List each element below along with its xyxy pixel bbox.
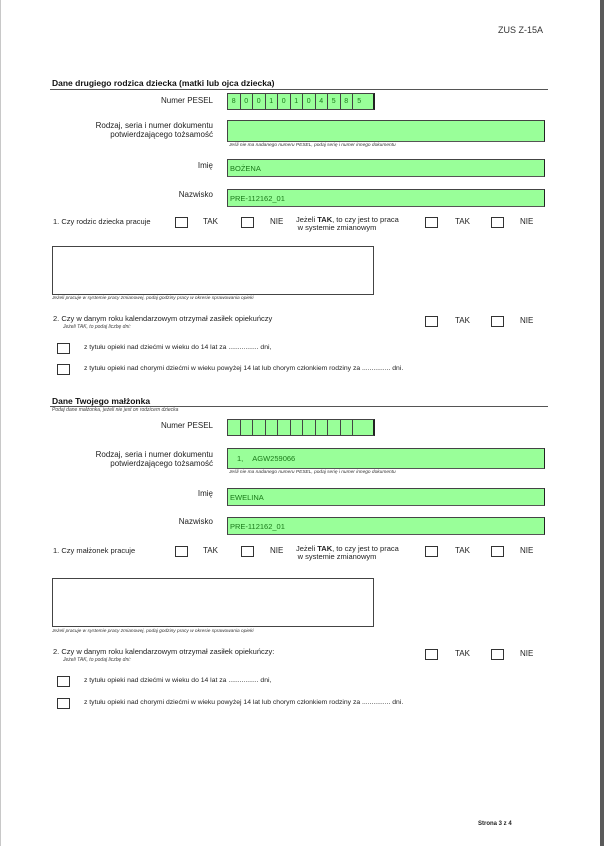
pesel-digit: 0 — [241, 94, 254, 109]
s2-q2-label: 2. Czy w danym roku kalendarzowym otrzymał zasiłek opiekuńczy: — [53, 647, 275, 656]
s2-q1-label: 1. Czy małżonek pracuje — [53, 546, 136, 555]
s2-opt-a-checkbox[interactable] — [57, 676, 70, 687]
s2-q1-no-checkbox[interactable] — [241, 546, 254, 557]
s2-doc-field[interactable] — [227, 448, 545, 469]
s1-opt-b-checkbox[interactable] — [57, 364, 70, 375]
s1-pesel-field[interactable] — [227, 93, 375, 110]
s1-q2-no-checkbox[interactable] — [491, 316, 504, 327]
s2-shift-line2: w systemie zmianowym — [297, 552, 377, 561]
s2-shift-yes-checkbox[interactable] — [425, 546, 438, 557]
s2-q2-sub: Jeżeli TAK, to podaj liczbę dni: — [63, 657, 131, 663]
s2-shift-label — [296, 544, 399, 561]
s2-shift-pre: Jeżeli — [296, 544, 318, 553]
s2-q1-yes-label: TAK — [203, 546, 218, 555]
pesel-digit: 8 — [228, 94, 241, 109]
pesel-digit — [241, 420, 254, 435]
s2-last-name-label: Nazwisko — [178, 517, 213, 526]
s1-q2-yes-label: TAK — [455, 316, 470, 325]
s2-pesel-field[interactable] — [227, 419, 375, 436]
s2-opt-b-label: z tytułu opieki nad chorymi dziećmi w wieku powyżej 14 lat lub chorym członkiem rodziny za ............... dni. — [84, 699, 404, 706]
pesel-digit: 0 — [253, 94, 266, 109]
pesel-digit — [278, 420, 291, 435]
s1-shift-yes-label: TAK — [455, 217, 470, 226]
form-id: ZUS Z-15A — [498, 25, 544, 35]
s1-q2-yes-checkbox[interactable] — [425, 316, 438, 327]
s1-opt-a-checkbox[interactable] — [57, 343, 70, 354]
s1-doc-label-line2: potwierdzającego tożsamość — [110, 130, 213, 139]
s2-shift-post: , to czy jest to praca — [332, 544, 399, 553]
s1-first-name-label: Imię — [197, 161, 213, 170]
s2-doc-label — [60, 450, 213, 468]
s2-hours-hint: Jeżeli pracuje w systemie pracy zmianowej, podaj godziny pracy w okresie sprawowania opieki — [52, 629, 254, 634]
s1-shift-no-label: NIE — [520, 217, 534, 226]
s1-shift-bold: TAK — [317, 215, 333, 224]
s1-q1-yes-checkbox[interactable] — [175, 217, 188, 228]
pesel-digit — [341, 420, 354, 435]
section2-title: Dane Twojego małżonka — [52, 396, 151, 406]
s1-pesel-label: Numer PESEL — [160, 96, 213, 105]
s2-q2-yes-label: TAK — [455, 649, 470, 658]
s2-q2-yes-checkbox[interactable] — [425, 649, 438, 660]
s2-shift-yes-label: TAK — [455, 546, 470, 555]
s2-shift-bold: TAK — [317, 544, 333, 553]
s1-doc-label-line1: Rodzaj, seria i numer dokumentu — [95, 121, 213, 130]
pesel-digit — [228, 420, 241, 435]
s1-q1-yes-label: TAK — [203, 217, 218, 226]
s2-q1-yes-checkbox[interactable] — [175, 546, 188, 557]
pesel-digit — [316, 420, 329, 435]
pesel-digit: 4 — [316, 94, 329, 109]
s2-pesel-label: Numer PESEL — [160, 421, 213, 430]
pesel-digit: 5 — [328, 94, 341, 109]
s1-shift-post: , to czy jest to praca — [332, 215, 399, 224]
pesel-digit: 1 — [266, 94, 279, 109]
s1-shift-pre: Jeżeli — [296, 215, 318, 224]
s1-hours-box[interactable] — [52, 246, 374, 295]
pesel-digit — [303, 420, 316, 435]
s2-shift-no-checkbox[interactable] — [491, 546, 504, 557]
s1-last-name-field[interactable]: PRE-112162_01 — [227, 189, 545, 207]
s1-doc-hint: Jeśli nie ma nadanego numeru PESEL, podaj serię i numer innego dokumentu — [229, 143, 396, 148]
s1-q2-no-label: NIE — [520, 316, 534, 325]
pesel-digit: 8 — [341, 94, 354, 109]
s1-first-name-field[interactable]: BOŻENA — [227, 159, 545, 177]
section1-title: Dane drugiego rodzica dziecka (matki lub ojca dziecka) — [52, 78, 275, 88]
pesel-digit — [266, 420, 279, 435]
s2-q2-no-label: NIE — [520, 649, 534, 658]
s2-last-name-field[interactable]: PRE-112162_01 — [227, 517, 545, 535]
pesel-digit — [291, 420, 304, 435]
s1-q1-label: 1. Czy rodzic dziecka pracuje — [53, 217, 151, 226]
s1-q2-label: 2. Czy w danym roku kalendarzowym otrzymał zasiłek opiekuńczy — [53, 314, 273, 323]
s1-opt-a-label: z tytułu opieki nad dziećmi w wieku do 14 lat za ................ dni, — [84, 344, 272, 351]
section1-divider — [50, 89, 548, 90]
section2-subtitle: Podaj dane małżonka, jeżeli nie jest on rodzicem dziecka — [52, 407, 179, 413]
s1-shift-line2: w systemie zmianowym — [297, 223, 377, 232]
page-number: Strona 3 z 4 — [478, 821, 512, 827]
s1-q1-no-label: NIE — [270, 217, 284, 226]
s1-q2-sub: Jeżeli TAK, to podaj liczbę dni: — [63, 324, 131, 330]
s1-doc-field[interactable] — [227, 120, 545, 142]
s1-shift-yes-checkbox[interactable] — [425, 217, 438, 228]
s2-hours-box[interactable] — [52, 578, 374, 627]
s2-shift-no-label: NIE — [520, 546, 534, 555]
s2-first-name-label: Imię — [197, 489, 213, 498]
s1-opt-b-label: z tytułu opieki nad chorymi dziećmi w wieku powyżej 14 lat lub chorym członkiem rodziny za ............... dni. — [84, 365, 404, 372]
s2-doc-value: AGW259066 — [252, 454, 296, 463]
viewer-scrollbar[interactable] — [600, 0, 604, 846]
pesel-digit: 5 — [357, 98, 362, 105]
page-left-edge — [0, 0, 1, 846]
pesel-digit: 0 — [303, 94, 316, 109]
s1-doc-label — [60, 121, 213, 139]
s1-q1-no-checkbox[interactable] — [241, 217, 254, 228]
s1-shift-label — [296, 215, 399, 232]
s2-q1-no-label: NIE — [270, 546, 284, 555]
s1-hours-hint: Jeżeli pracuje w systemie pracy zmianowej, podaj godziny pracy w okresie sprawowania opieki — [52, 296, 254, 301]
s1-shift-no-checkbox[interactable] — [491, 217, 504, 228]
s1-last-name-label: Nazwisko — [178, 190, 213, 199]
pesel-digit — [253, 420, 266, 435]
s2-first-name-field[interactable]: EWELINA — [227, 488, 545, 506]
s2-opt-a-label: z tytułu opieki nad dziećmi w wieku do 14 lat za ................ dni, — [84, 677, 272, 684]
s2-q2-no-checkbox[interactable] — [491, 649, 504, 660]
pesel-digit — [328, 420, 341, 435]
s2-opt-b-checkbox[interactable] — [57, 698, 70, 709]
s2-doc-label-line1: Rodzaj, seria i numer dokumentu — [95, 450, 213, 459]
s2-doc-label-line2: potwierdzającego tożsamość — [110, 459, 213, 468]
s2-doc-hint: Jeśli nie ma nadanego numeru PESEL, podaj serię i numer innego dokumentu — [229, 470, 396, 475]
pesel-digit: 0 — [278, 94, 291, 109]
pesel-digit — [353, 420, 366, 435]
s2-doc-type: 1, — [237, 454, 244, 463]
pesel-digit: 1 — [291, 94, 304, 109]
